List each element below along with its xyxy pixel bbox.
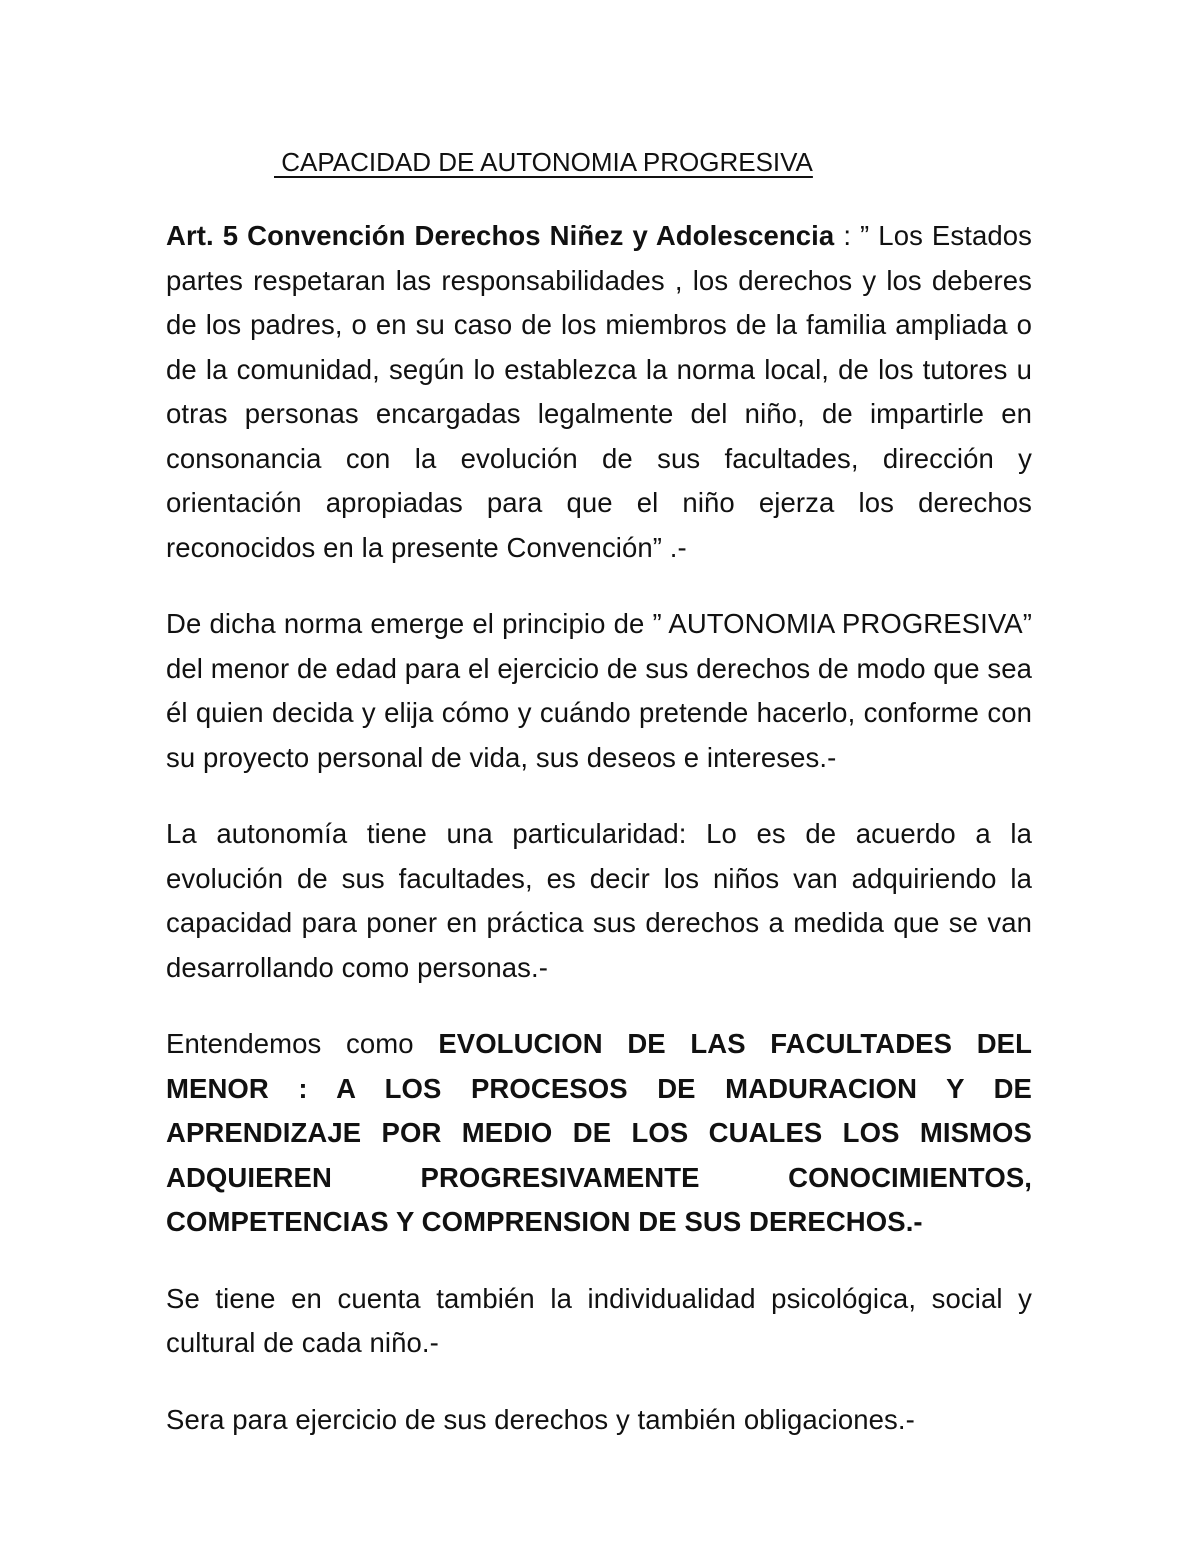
article-reference: Art. 5 Convención Derechos Niñez y Adolescencia bbox=[166, 220, 835, 251]
definition-intro-text: Entendemos como bbox=[166, 1028, 439, 1059]
paragraph-autonomia-particularity: La autonomía tiene una particularidad: Lo es de acuerdo a la evolución de sus facultades, es decir los niños van adquiriendo la capacidad para poner en práctica sus derechos a medida que se van desarrollando como personas.- bbox=[166, 818, 1032, 983]
paragraph-individualidad: Se tiene en cuenta también la individualidad psicológica, social y cultural de cada niño.- bbox=[166, 1282, 1032, 1358]
paragraph-evolucion-definition bbox=[166, 1022, 1032, 1245]
definition-bold-text: EVOLUCION DE LAS FACULTADES DEL MENOR : A LOS PROCESOS DE MADURACION Y DE APRENDIZAJE POR MEDIO DE LOS CUALES LOS MISMOS ADQUIEREN PROGRESIVAMENTE CONOCIMIENTOS, COMPETENCIAS Y COMPRENSION DE SUS DERECHOS.- bbox=[166, 1028, 1032, 1237]
document-title: CAPACIDAD DE AUTONOMIA PROGRESIVA bbox=[274, 147, 813, 177]
document-body bbox=[166, 140, 1032, 1442]
paragraph-article-5 bbox=[166, 214, 1032, 570]
paragraph-autonomia-principle: De dicha norma emerge el principio de ” AUTONOMIA PROGRESIVA” del menor de edad para el ejercicio de sus derechos de modo que sea él quien decida y elija cómo y cuándo pretende hacerlo, conforme con su proyecto personal de vida, sus deseos e intereses.- bbox=[166, 608, 1032, 773]
paragraph-obligaciones: Sera para ejercicio de sus derechos y también obligaciones.- bbox=[166, 1403, 915, 1435]
article-quote-text: : ” Los Estados partes respetaran las responsabilidades , los derechos y los deberes de los padres, o en su caso de los miembros de la familia ampliada o de la comunidad, según lo establezca la norma local, de los tutores u otras personas encargadas legalmente del niño, de impartirle en consonancia con la evolución de sus facultades, dirección y orientación apropiadas para que el niño ejerza los derechos reconocidos en la presente Convención” .- bbox=[166, 220, 1032, 563]
